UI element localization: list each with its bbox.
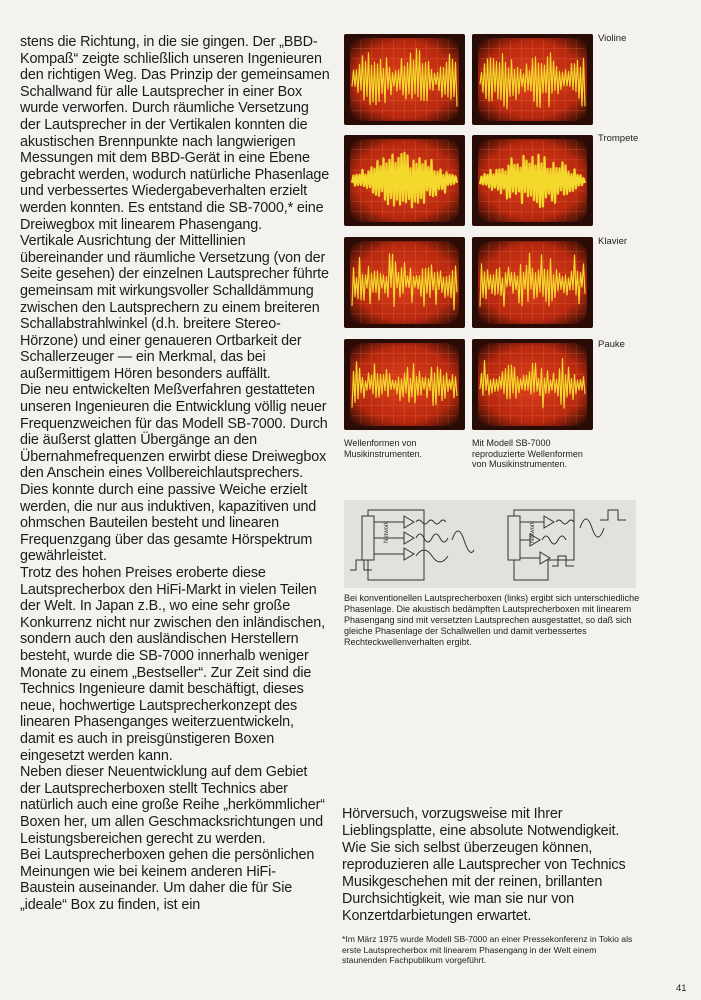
oscilloscope-waveform-image	[472, 339, 593, 430]
body-paragraph: stens die Richtung, in die sie gingen. Der „BBD-Kompaß“ zeigte schließlich unseren Ingenieuren den richtigen Weg. Das Prinzip der gemeinsamen Schallwand für alle Lautsprecher in einer Box wurde verworfen. Durch räumliche Versetzung der Lautsprecher in der Vertikalen konnten die akustischen Brennpunkte nach langwierigen Messungen mit dem BBD-Gerät in eine Ebene gebracht werden, wodurch natürliche Phasenlage und verbessertes Wiedergabeverhalten erzielt werden konnten. Es entstand die SB-7000,* eine Dreiwegbox mit linearem Phasengang.	[20, 34, 330, 233]
oscilloscope-waveform-image	[472, 135, 593, 226]
body-paragraph: Vertikale Ausrichtung der Mittellinien übereinander und räumliche Versetzung (von der Seite gesehen) der einzelnen Lautsprecher führte gemeinsam mit wirkungsvoller Schalldämmung zwischen den Lautsprechern zu einem breiteren Schallabstrahlwinkel (d.h. breitere Stereo-Hörzone) und einer genaueren Ortbarkeit der Schallerzeuger — ein Merkmal, das bei außermittigem Hören besonders auffällt.	[20, 233, 329, 382]
body-paragraph: Die neu entwickelten Meßverfahren gestatteten unseren Ingenieuren die Entwicklung völlig neuer Frequenzweichen für das Modell SB-7000. Durch die äußerst glatten Übergänge an den Übernahmefrequenzen erwirbt diese Dreiwegbox den Anschein eines Vollbereichlautsprechers. Dies konnte durch eine passive Weiche erzielt werden, die nur aus induktiven, kapazitiven und ohmschen Bauteilen besteht und linearen Frequenzgang über das gesamte Hörspektrum gewährleistet.	[20, 382, 328, 565]
oscilloscope-waveform-image	[472, 237, 593, 328]
instrument-label-pauke: Pauke	[598, 339, 625, 350]
right-text-column	[342, 806, 642, 925]
instrument-label-klavier: Klavier	[598, 236, 628, 247]
body-paragraph: Trotz des hohen Preises eroberte diese Lautsprecherbox den HiFi-Markt in vielen Teilen der Welt. In Japan z.B., wo eine sehr große Konkurrenz nicht nur zwischen den inländischen, sondern auch den ausländischen Herstellern besteht, wurde die SB-7000 innerhalb weniger Monate zu einem „Bestseller“. Zur Zeit sind die Technics Ingenieure damit beschäftigt, dieses neue, hochwertige Lautsprecherkonzept des linearen Phasenganges weiterzuentwickeln, damit es auch in preisgünstigeren Boxen eingesetzt werden kann.	[20, 565, 325, 764]
network-block-right	[508, 516, 520, 560]
oscilloscope-waveform-image	[344, 237, 465, 328]
instrument-label-trompete: Trompete	[598, 133, 639, 144]
scope-caption-left: Wellenformen von Musikinstrumenten.	[344, 438, 423, 459]
network-block-left	[362, 516, 374, 560]
phase-diagram-illustration	[344, 500, 636, 588]
scope-caption-right: Mit Modell SB-7000 reproduzierte Wellenformen von Musikinstrumenten.	[472, 438, 583, 470]
oscilloscope-waveform-image	[472, 34, 593, 125]
diagram-caption: Bei konventionellen Lautsprecherboxen (links) ergibt sich unterschiedliche Phasenlage. Die akustisch bedämpften Lautsprecherboxen mit linearem Phasengang sind mit versetzten Lautsprechen ausgestattet, so daß sich gleiche Phasenlage der Schallwellen und damit verbessertes Rechteckwellenverhalten ergibt.	[344, 593, 640, 647]
page-number: 41	[676, 983, 687, 994]
phase-diagram	[344, 500, 636, 588]
left-text-column	[20, 34, 330, 913]
instrument-label-violine: Violine	[598, 33, 627, 44]
body-paragraph: Bei Lautsprecherboxen gehen die persönlichen Meinungen wie bei keinem anderen HiFi-Baustein auseinander. Um daher die für Sie „ideale“ Box zu finden, ist ein	[20, 847, 315, 913]
body-paragraph: Hörversuch, vorzugsweise mit Ihrer Lieblingsplatte, eine absolute Notwendigkeit. Wie Sie sich selbst überzeugen können, reproduzieren alle Lautsprecher von Technics Musikgeschehen mit der reinen, brillanten Durchsichtigkeit, wie man sie nur von Konzertdarbietungen erwartet.	[342, 806, 626, 924]
speaker-box-conventional	[368, 510, 424, 580]
footnote: *Im März 1975 wurde Modell SB-7000 an einer Pressekonferenz in Tokio als erste Lautsprecherbox mit linearem Phasengang in der Welt einem staunenden Fachpublikum vorgeführt.	[342, 934, 633, 965]
oscilloscope-waveform-image	[344, 135, 465, 226]
body-paragraph: Neben dieser Neuentwicklung auf dem Gebiet der Lautsprecherboxen stellt Technics aber natürlich auch eine große Reihe „herkömmlicher“ Boxen her, um allen Geschmacksrichtungen und Leistungsbereichen gerecht zu werden.	[20, 764, 325, 847]
oscilloscope-waveform-image	[344, 34, 465, 125]
oscilloscope-waveform-image	[344, 339, 465, 430]
network-label-left: Network	[384, 520, 390, 543]
network-label-right: Network	[530, 520, 536, 543]
